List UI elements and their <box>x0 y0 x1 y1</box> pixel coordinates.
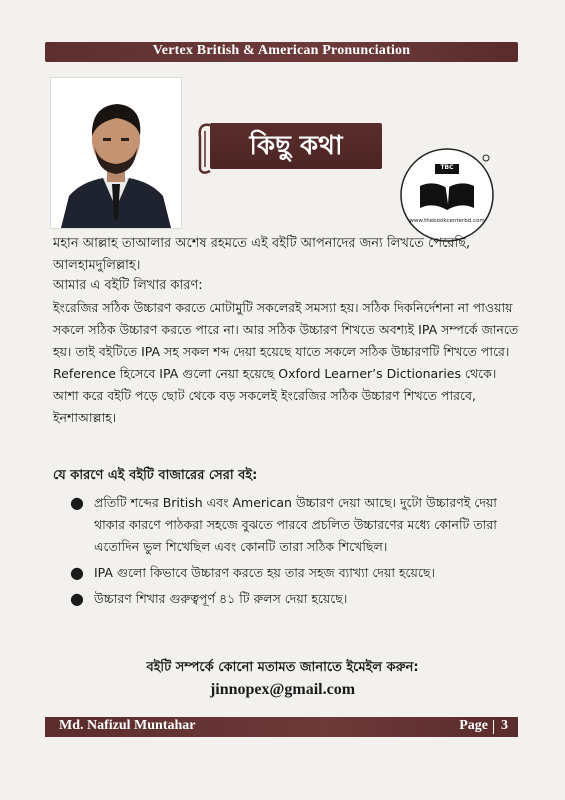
footer-page-label: Page <box>459 718 488 733</box>
list-item <box>70 562 520 584</box>
bullet-icon: ● <box>70 563 84 582</box>
footer-author: Md. Nafizul Muntahar <box>59 718 196 733</box>
section-banner <box>196 117 386 177</box>
intro-paragraph <box>53 233 523 277</box>
book-center-logo-icon <box>398 146 496 244</box>
list-item <box>70 492 520 558</box>
footer-page-number: 3 <box>501 718 508 733</box>
footer-bar <box>45 717 518 737</box>
bullet-icon: ● <box>70 589 84 608</box>
publisher-logo <box>398 146 496 244</box>
book-title: Vertex British & American Pronunciation <box>152 43 411 58</box>
list-item-text: প্রতিটি শব্দের British এবং American উচ্চারণ দেয়া আছে। দুটো উচ্চারণই দেয়া থাকার কারণে পাঠকরা সহজে বুঝতে পারবে প্রচলিত উচ্চারণের মধ্যে কোনটি তারা এতোদিন ভুল শিখেছিল এবং কোনটি তারা সঠিক শিখেছিল। <box>94 495 497 554</box>
contact-text: বইটি সম্পর্কে কোনো মতামত জানাতে ইমেইল করুন: <box>146 660 419 675</box>
banner-title: কিছু কথা <box>249 131 343 161</box>
logo-initials: TBC <box>440 164 454 171</box>
footer-divider <box>493 720 494 734</box>
contact-email: jinnopex@gmail.com <box>209 681 356 698</box>
reason-paragraph: ইংরেজির সঠিক উচ্চারণ করতে মোটামুটি সকলেরই সমস্যা হয়। সঠিক দিকনির্দেশনা না পাওয়ায় সকলে সঠিক উচ্চারণ করতে পারে না। আর সঠিক উচ্চারণ শিখতে অবশ্যই IPA সম্পর্কে জানতে হয়। তাই বইটিতে IPA সহ সকল শব্দ দেয়া হয়েছে যাতে সকলে সঠিক উচ্চারণটি শিখতে পারে। Reference হিসেবে IPA গুলো নেয়া হয়েছে Oxford Learner’s Dictionaries থেকে। আশা করে বইটি পড়ে ছোট থেকে বড় সকলেই ইংরেজির সঠিক উচ্চারণ শিখতে পারবে, ইনশাআল্লাহ। <box>53 300 519 425</box>
feature-list <box>70 492 520 614</box>
intro-line-1: মহান আল্লাহ তাআলার অশেষ রহমতে এই বইটি আপনাদের জন্য লিখতে পেরেছি, <box>53 236 471 251</box>
header-bar <box>45 42 518 62</box>
reason-heading: আমার এ বইটি লিখার কারণ: <box>53 278 203 293</box>
list-item-text: IPA গুলো কিভাবে উচ্চারণ করতে হয় তার সহজ ব্যাখ্যা দেয়া হয়েছে। <box>94 565 435 580</box>
author-photo <box>50 77 182 229</box>
logo-url: www.thebookcenterbd.com <box>409 218 485 224</box>
list-item <box>70 588 520 610</box>
best-book-heading: যে কারণে এই বইটি বাজারের সেরা বই: <box>53 468 258 483</box>
intro-line-2: আলহামদুলিল্লাহ। <box>53 258 141 273</box>
bullet-icon: ● <box>70 493 84 512</box>
list-item-text: উচ্চারণ শিখার গুরুত্বপূর্ণ ৪১ টি রুলস দেয়া হয়েছে। <box>94 591 348 606</box>
author-portrait-icon <box>51 78 181 228</box>
